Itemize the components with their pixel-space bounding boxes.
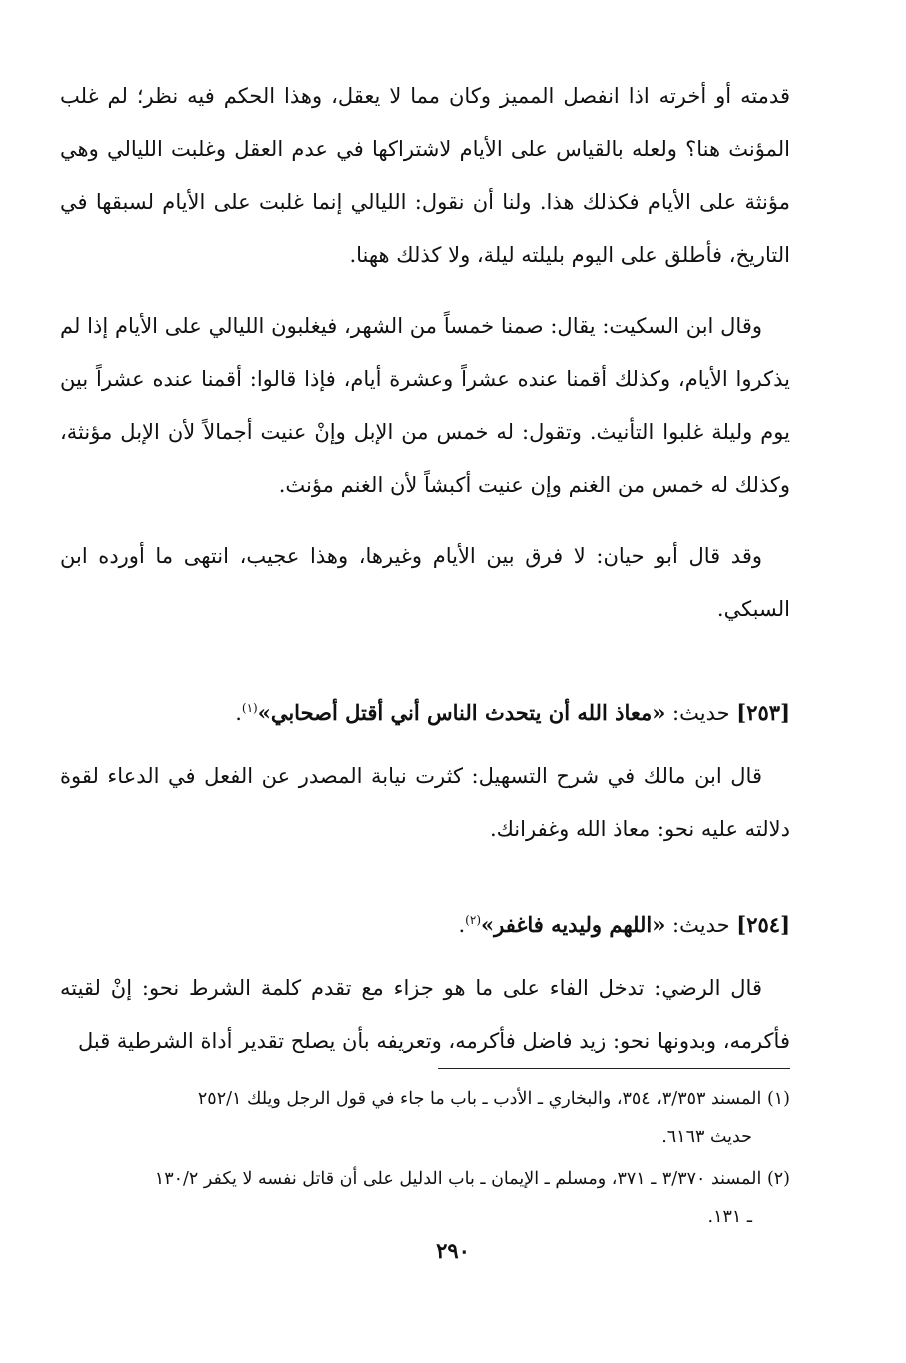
hadith-253-heading [60,686,790,740]
page-number: ٢٩٠ [436,1238,470,1263]
hadith-254-end: . [458,913,466,937]
hadith-253-text: «معاذ الله أن يتحدث الناس أني أقتل أصحابي» [257,700,666,725]
hadith-254-paragraph: قال الرضي: تدخل الفاء على ما هو جزاء مع تقدم كلمة الشرط نحو: إنْ لقيته فأكرمه، وبدونها نحو: زيد فاضل فأكرمه، وتعريفه بأن يصلح تقدير أداة الشرطية قبل [60,976,790,1053]
hadith-253-label: حديث: [672,701,730,725]
footnote-ref-2: (٢) [465,913,481,927]
hadith-254-label: حديث: [672,913,730,937]
footnote-2 [60,1160,790,1236]
footnote-ref-1: (١) [241,701,258,715]
paragraph-1: قدمته أو أخرته اذا انفصل المميز وكان مما لا يعقل، وهذا الحكم فيه نظر؛ لم غلب المؤنث هنا؟ ولعله بالقياس على الأيام لاشتراكها في عدم العقل وغلبت الليالي وهي مؤنثة على الأيام فكذلك هذا. ولنا أن نقول: الليالي إنما غلبت على الأيام لسبقها في التاريخ، فأطلق على اليوم بليلته ليلة، ولا كذلك ههنا. [60,84,790,267]
main-text [60,70,790,1086]
hadith-254-number: [٢٥٤] [736,912,790,937]
footnotes [60,1080,790,1240]
footnote-2-marker: (٢) [766,1169,790,1189]
footnote-1-marker: (١) [766,1089,790,1109]
footnote-2-text: المسند ٣/٣٧٠ ـ ٣٧١، ومسلم ـ الإيمان ـ باب الدليل على أن قاتل نفسه لا يكفر ١٣٠/٢ [154,1169,762,1189]
footnote-1-text: المسند ٣/٣٥٣، ٣٥٤، والبخاري ـ الأدب ـ باب ما جاء في قول الرجل ويلك ٢٥٢/١ [197,1089,762,1109]
footnote-divider [438,1068,790,1069]
footnote-1 [60,1080,790,1156]
hadith-253-paragraph: قال ابن مالك في شرح التسهيل: كثرت نيابة المصدر عن الفعل في الدعاء لقوة دلالته عليه نحو: معاذ الله وغفرانك. [60,764,790,841]
hadith-254-heading [60,898,790,952]
hadith-253-number: [٢٥٣] [736,700,790,725]
footnote-1-cont: حديث ٦١٦٣. [661,1127,752,1147]
footnote-2-cont: ـ ١٣١. [707,1207,752,1227]
paragraph-2: وقال ابن السكيت: يقال: صمنا خمساً من الشهر، فيغلبون الليالي على الأيام إذا لم يذكروا الأيام، وكذلك أقمنا عنده عشراً وعشرة أيام، فإذا قالوا: أقمنا عنده عشراً بين يوم وليلة غلبوا التأنيث. وتقول: له خمس من الإبل وإنْ عنيت أجمالاً لأن الإبل مؤنثة، وكذلك له خمس من الغنم وإن عنيت أكبشاً لأن الغنم مؤنث. [60,314,790,497]
hadith-254-text: «اللهم وليديه فاغفر» [481,912,666,937]
hadith-253-end: . [235,701,242,725]
paragraph-3: وقد قال أبو حيان: لا فرق بين الأيام وغيرها، وهذا عجيب، انتهى ما أورده ابن السبكي. [60,544,790,621]
